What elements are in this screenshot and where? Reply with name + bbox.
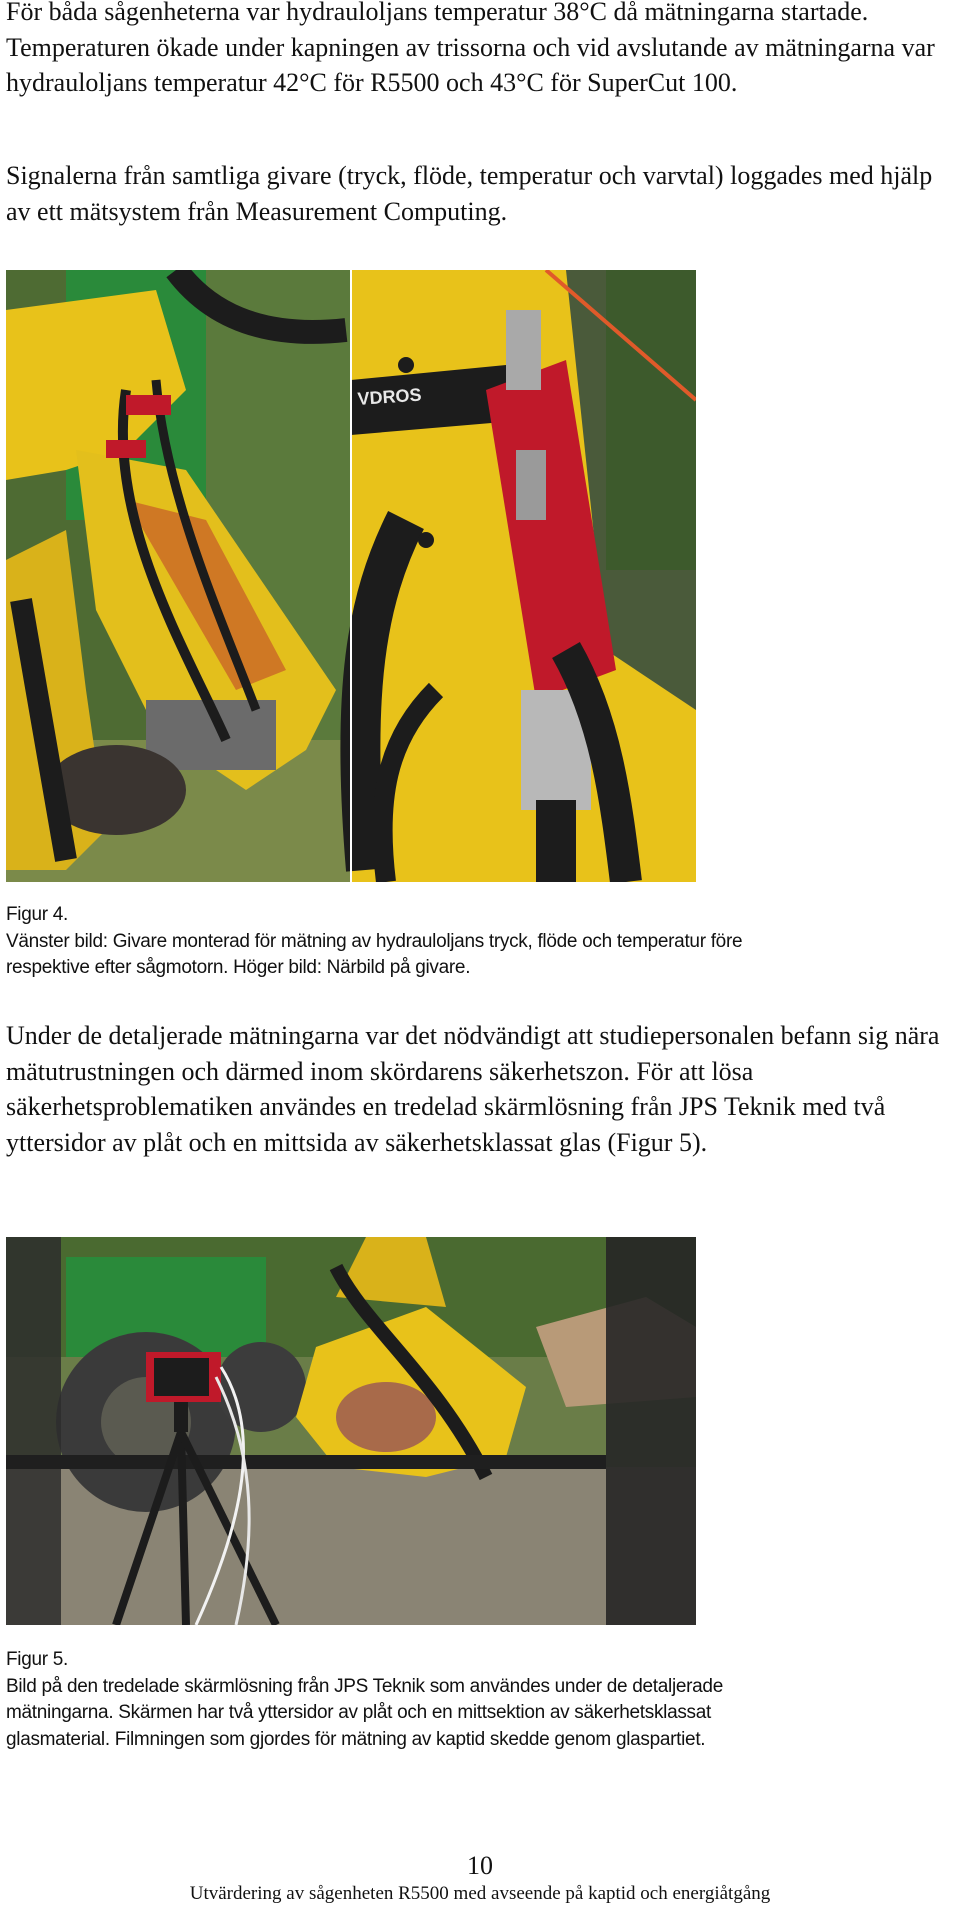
photo-label-text: VDROS — [356, 384, 423, 409]
figure-4-caption-text: Vänster bild: Givare monterad för mätning av hydrauloljans tryck, flöde och temperatur före respektive efter sågmotorn. Höger bild: Närbild på givare. — [6, 930, 743, 978]
paragraph-temperature: För båda sågenheterna var hydrauloljans temperatur 38°C då mätningarna startade. Temperaturen ökade under kapningen av trissorna och vid avslutande av mätningarna var hydrauloljans temperatur 42°C för R5500 och 43°C för SuperCut 100. — [6, 0, 935, 97]
footer-title: Utvärdering av sågenheten R5500 med avseende på kaptid och energiåtgång — [189, 1883, 771, 1904]
figure-4-left-photo — [6, 270, 351, 882]
paragraph-safety-screen: Under de detaljerade mätningarna var det nödvändigt att studiepersonalen befann sig nära mätutrustningen och därmed inom skördarens säkerhetszon. För att lösa säkerhetsproblematiken användes en tredelad skärmlösning från JPS Teknik med två yttersidor av plåt och en mittsida av säkerhetsklassat glas (Figur 5). — [6, 1021, 940, 1157]
figure-4-right-photo — [351, 270, 696, 882]
figure-5-caption-text: Bild på den tredelade skärmlösning från JPS Teknik som användes under de detaljerade mätningarna. Skärmen har två yttersidor av plåt och en mittsektion av säkerhetsklassat glasmaterial. Filmningen som gjordes för mätning av kaptid skedde genom glaspartiet. — [6, 1675, 723, 1750]
figure-5-svg — [6, 1237, 696, 1625]
figure-4-photos — [6, 270, 696, 882]
figure-4-label: Figur 4. — [6, 904, 69, 925]
page-number: 10 — [467, 1851, 493, 1880]
figure-5-label: Figur 5. — [6, 1649, 69, 1670]
figure-4-svg — [6, 270, 696, 882]
figure-5-photo — [6, 1237, 696, 1625]
figure-4-caption — [6, 902, 806, 982]
figure-5-caption — [6, 1647, 806, 1753]
paragraph-signals: Signalerna från samtliga givare (tryck, flöde, temperatur och varvtal) loggades med hjälp av ett mätsystem från Measurement Computing. — [6, 161, 933, 226]
